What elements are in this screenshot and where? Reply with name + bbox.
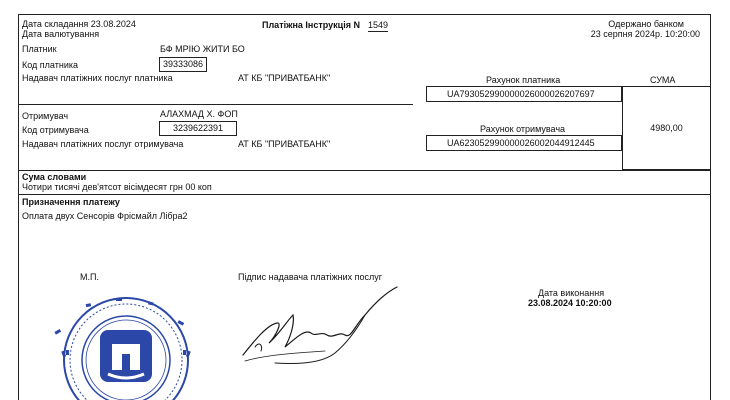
payer-name: БФ МРІЮ ЖИТИ БО (160, 44, 245, 54)
recipient-label: Отримувач (22, 111, 69, 121)
recipient-name: АЛАХМАД Х. ФОП (160, 109, 238, 119)
exec-datetime: 23.08.2024 10:20:00 (528, 298, 612, 308)
border-left (18, 14, 19, 400)
payer-account: UA793052990000026000026207697 (447, 88, 595, 99)
recipient-provider: АТ КБ "ПРИВАТБАНК" (238, 139, 331, 149)
amount-words: Чотири тисячі дев'ятсот вісімдесят грн 00 коп (22, 182, 212, 192)
amount-words-label: Сума словами (22, 172, 87, 182)
recipient-provider-label: Надавач платіжних послуг отримувача (22, 139, 184, 149)
payer-account-label: Рахунок платника (486, 75, 561, 85)
payer-account-box (426, 86, 622, 102)
purpose-text: Оплата двух Сенсорів Фрісмайл Лібра2 (22, 211, 188, 221)
received-label: Одержано банком (608, 19, 684, 29)
payer-provider-label: Надавач платіжних послуг платника (22, 73, 173, 83)
date-created: Дата складання 23.08.2024 (22, 19, 136, 29)
payer-code: 39333086 (162, 59, 204, 69)
recipient-account-box (426, 135, 622, 151)
exec-label: Дата виконання (538, 288, 605, 298)
border-top (18, 14, 711, 15)
date-value: Дата валютування (22, 29, 100, 39)
words-divider-bottom (18, 194, 711, 195)
amount-label: СУМА (650, 75, 676, 85)
recipient-account: UA623052990000026002044912445 (447, 137, 595, 148)
payer-divider (18, 104, 413, 105)
purpose-label: Призначення платежу (22, 197, 120, 207)
payer-provider: АТ КБ "ПРИВАТБАНК" (238, 73, 331, 83)
amount-value: 4980,00 (650, 122, 683, 133)
recipient-code: 3239622391 (172, 123, 224, 133)
recipient-account-label: Рахунок отримувача (480, 124, 566, 134)
payer-code-label: Код платника (22, 60, 78, 70)
recipient-code-label: Код отримувача (22, 125, 89, 135)
payer-label: Платник (22, 44, 57, 54)
signature-label: Підпис надавача платіжних послуг (238, 272, 383, 282)
payer-code-box (159, 57, 207, 72)
instruction-label: Платіжна Інструкція N (262, 20, 360, 30)
words-divider-top (18, 170, 711, 171)
instruction-number: 1549 (368, 20, 389, 30)
recipient-code-box (159, 121, 237, 136)
border-right (710, 14, 711, 400)
bank-stamp (58, 290, 198, 400)
amount-box (622, 86, 711, 170)
received-datetime: 23 серпня 2024р. 10:20:00 (590, 29, 700, 39)
handwritten-signature (235, 285, 415, 375)
stamp-label: М.П. (80, 272, 99, 282)
